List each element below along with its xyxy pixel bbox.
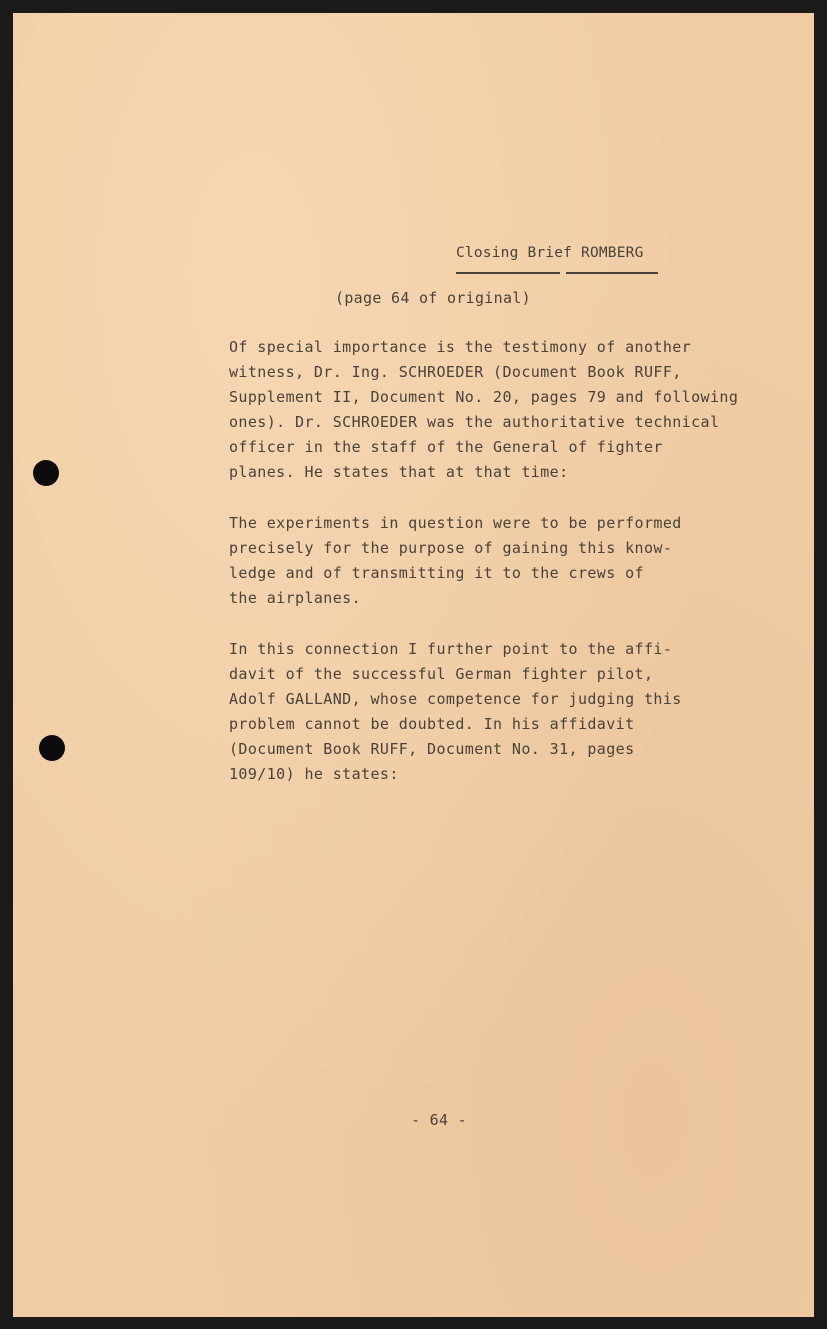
punch-hole-upper [33,460,59,486]
paragraph-line: davit of the successful German fighter pilot, [229,665,654,683]
paragraph-line: problem cannot be doubted. In his affidavit [229,715,635,733]
paragraph-line: planes. He states that at that time: [229,463,569,481]
paragraph-line: Supplement II, Document No. 20, pages 79 and following [229,388,739,406]
page-number: - 64 - [411,1111,467,1129]
paragraph-line: witness, Dr. Ing. SCHROEDER (Document Book RUFF, [229,363,682,381]
header-underline-right [566,272,658,274]
paragraph-line: 109/10) he states: [229,765,399,783]
paragraph-line: In this connection I further point to the affi- [229,640,673,658]
header-underline-left [456,272,560,274]
paragraph-line: Of special importance is the testimony of another [229,338,692,356]
paragraph-line: ledge and of transmitting it to the crews of [229,564,644,582]
header-title: Closing Brief ROMBERG [456,245,644,261]
paragraph-line: officer in the staff of the General of fighter [229,438,663,456]
paragraph-line: precisely for the purpose of gaining this know- [229,539,673,557]
paragraph-line: ones). Dr. SCHROEDER was the authoritative technical [229,413,720,431]
paragraph-line: The experiments in question were to be performed [229,514,682,532]
paragraph-line: (Document Book RUFF, Document No. 31, pages [229,740,635,758]
paragraph-line: the airplanes. [229,589,362,607]
paper-page [13,13,814,1317]
original-page-note: (page 64 of original) [335,289,531,307]
punch-hole-lower [39,735,65,761]
paragraph-line: Adolf GALLAND, whose competence for judging this [229,690,682,708]
